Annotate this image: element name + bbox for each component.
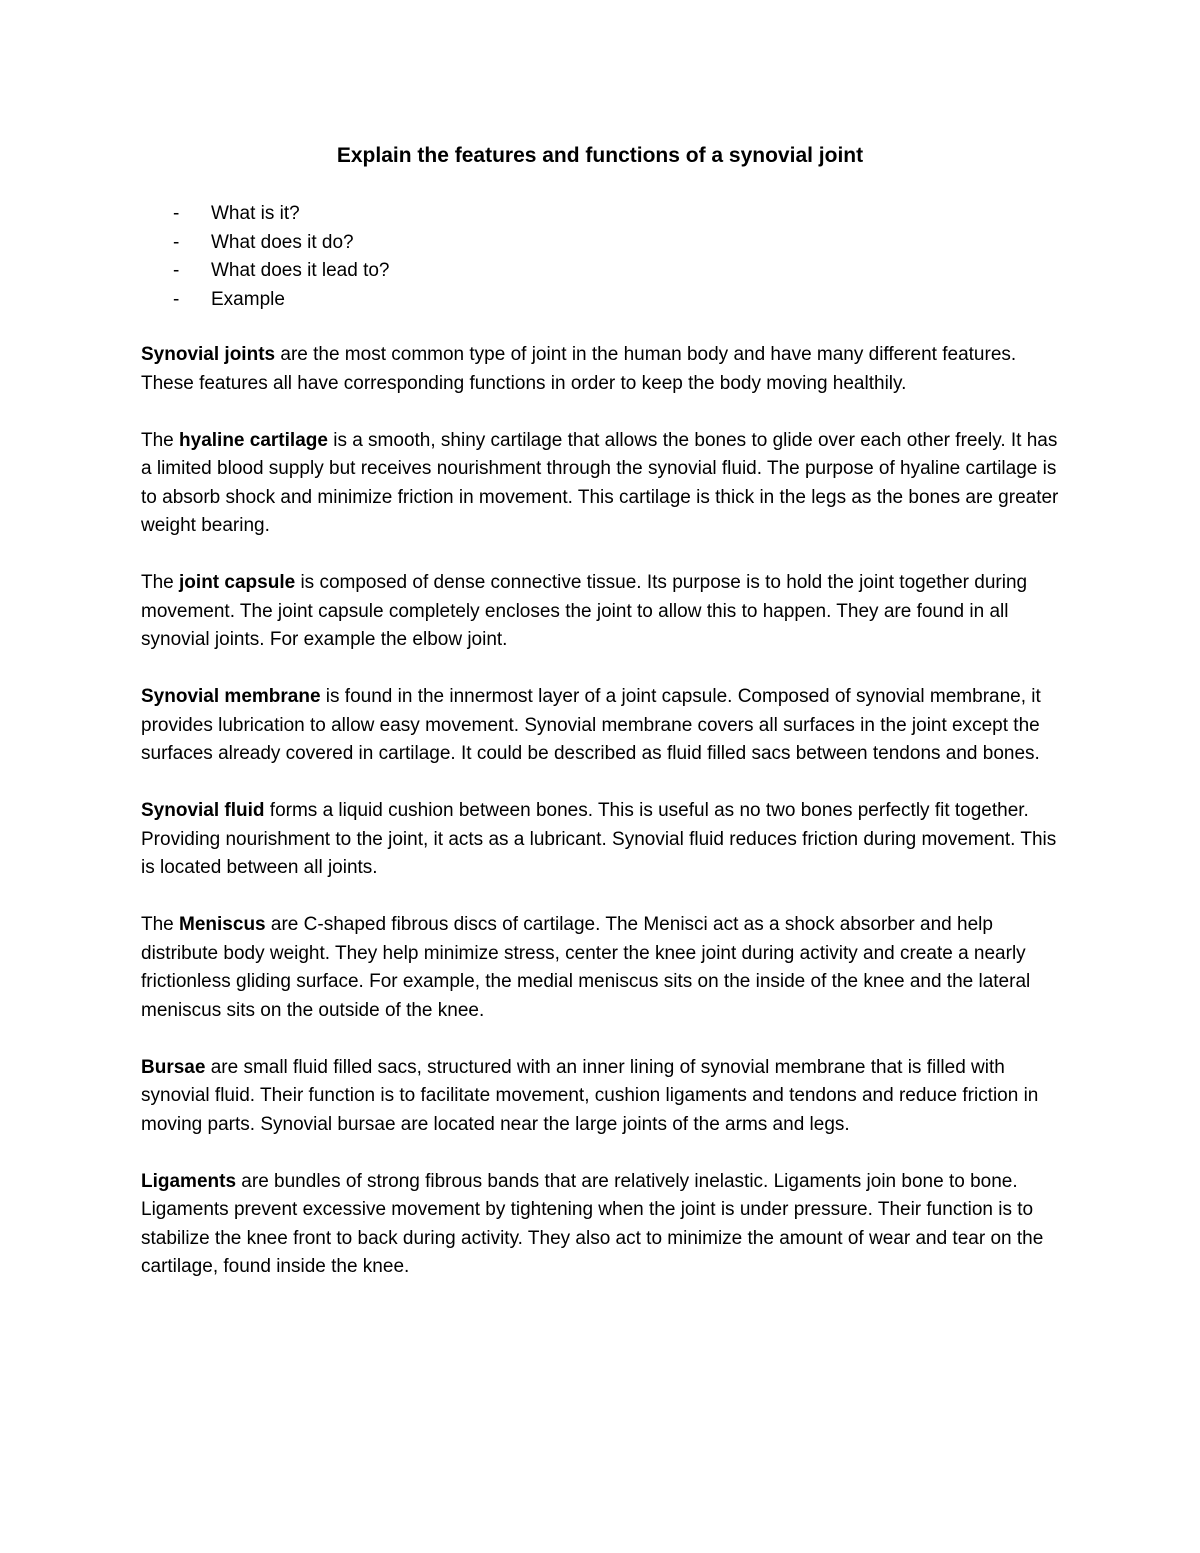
document-body [141, 341, 1071, 1310]
paragraph-text: is found in the innermost layer of a joint capsule. Composed of synovial membrane, it provides lubrication to allow easy movement. Synovial membrane covers all surfaces in the joint except the surfaces already covered in cartilage. It could be described as fluid filled sacs between tendons and bones. [141, 686, 1041, 764]
question-item [173, 229, 390, 258]
question-text: What does it lead to? [211, 260, 390, 281]
paragraph-lead: The [141, 572, 180, 593]
paragraph-bursae [141, 1054, 1071, 1140]
paragraph-term: Synovial joints [141, 344, 276, 365]
paragraph-term: Ligaments [141, 1170, 237, 1192]
paragraph-lead: The [141, 914, 180, 935]
paragraph-term: Synovial fluid [141, 800, 265, 821]
paragraph-term: joint capsule [179, 572, 296, 593]
paragraph-meniscus [141, 911, 1071, 1025]
bullet-dash: - [173, 203, 180, 224]
question-text: Example [211, 288, 285, 310]
document-title: Explain the features and functions of a synovial joint [336, 144, 864, 167]
paragraph-text: are the most common type of joint in the human body and have many different features. These features all have corresponding functions in order to keep the body moving healthily. [141, 344, 1017, 394]
paragraph-text: forms a liquid cushion between bones. This is useful as no two bones perfectly fit together. Providing nourishment to the joint, it acts as a lubricant. Synovial fluid reduces friction during movement. This is located between all joints. [141, 800, 1057, 878]
paragraph-text: are bundles of strong fibrous bands that are relatively inelastic. Ligaments join bone to bone. Ligaments prevent excessive movement by tightening when the joint is under pressure. Their function is to stabilize the knee front to back during activity. They also act to minimize the amount of wear and tear on the cartilage, found inside the knee. [141, 1170, 1044, 1277]
paragraph-term: Meniscus [179, 914, 266, 935]
paragraph-hyaline-cartilage [141, 427, 1071, 541]
paragraph-ligaments [141, 1168, 1071, 1282]
paragraph-term: hyaline cartilage [179, 429, 328, 451]
bullet-dash: - [173, 288, 180, 310]
question-text: What does it do? [211, 231, 354, 253]
paragraph-text: are small fluid filled sacs, structured with an inner lining of synovial membrane that is filled with synovial fluid. Their function is to facilitate movement, cushion ligaments and tendons and reduce friction in moving parts. Synovial bursae are located near the large joints of the arms and legs. [141, 1056, 1039, 1135]
question-item [173, 286, 390, 315]
paragraph-term: Bursae [141, 1056, 206, 1078]
paragraph-term: Synovial membrane [141, 686, 321, 707]
paragraph-synovial-membrane [141, 683, 1071, 769]
paragraph-synovial-fluid [141, 797, 1071, 883]
paragraph-text: is composed of dense connective tissue. Its purpose is to hold the joint together during movement. The joint capsule completely encloses the joint to allow this to happen. They are found in all synovial joints. For example the elbow joint. [141, 572, 1028, 650]
question-list [173, 200, 390, 314]
paragraph-synovial-joints [141, 341, 1071, 398]
paragraph-text: is a smooth, shiny cartilage that allows the bones to glide over each other freely. It has a limited blood supply but receives nourishment through the synovial fluid. The purpose of hyaline cartilage is to absorb shock and minimize friction in movement. This cartilage is thick in the legs as the bones are greater weight bearing. [141, 429, 1059, 536]
question-text: What is it? [211, 203, 300, 224]
bullet-dash: - [173, 260, 180, 281]
question-item [173, 200, 390, 229]
bullet-dash: - [173, 231, 180, 253]
paragraph-text: are C-shaped fibrous discs of cartilage. The Menisci act as a shock absorber and help distribute body weight. They help minimize stress, center the knee joint during activity and create a nearly frictionless gliding surface. For example, the medial meniscus sits on the inside of the knee and the lateral meniscus sits on the outside of the knee. [141, 914, 1031, 1021]
paragraph-lead: The [141, 429, 180, 451]
question-item [173, 257, 390, 286]
paragraph-joint-capsule [141, 569, 1071, 655]
